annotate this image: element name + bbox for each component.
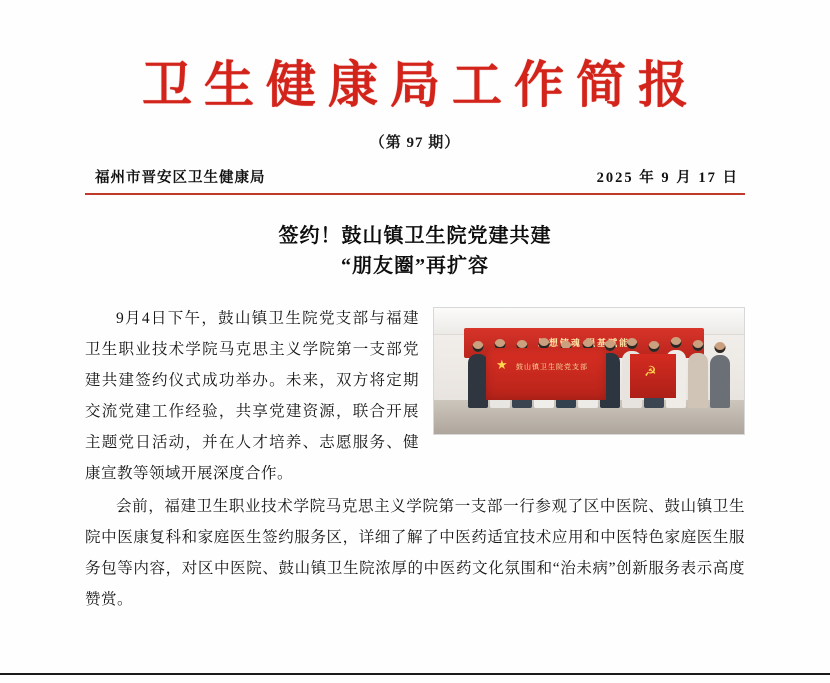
photo-flag-text: 鼓山镇卫生院党支部 xyxy=(516,363,588,371)
photo-person xyxy=(688,353,708,408)
photo-red-flag xyxy=(486,348,606,400)
masthead xyxy=(0,0,830,152)
photo-person-head xyxy=(693,340,704,351)
article-photo xyxy=(433,307,745,435)
article-headline xyxy=(85,221,745,281)
headline-line-1: 签约！鼓山镇卫生院党建共建 xyxy=(278,225,552,247)
photo-banner-text: 思想铸魂 xyxy=(537,338,582,348)
photo-person xyxy=(468,354,488,408)
page-title: 卫生健康局工作简报 xyxy=(142,57,700,113)
photo-person xyxy=(710,355,730,408)
headline-line-2: “朋友圈”再扩容 xyxy=(341,255,489,277)
issue-number: （第 97 期） xyxy=(369,135,461,151)
star-icon: ★ xyxy=(496,357,509,372)
publisher-name: 福州市晋安区卫生健康局 xyxy=(95,170,266,186)
publish-date: 2025 年 9 月 17 日 xyxy=(596,170,739,186)
masthead-divider xyxy=(85,193,745,195)
photo-person-head xyxy=(627,338,638,349)
photo-image xyxy=(434,308,744,434)
photo-person-head xyxy=(605,340,616,351)
article-paragraph: 会前，福建卫生职业技术学院马克思主义学院第一支部一行参观了区中医院、鼓山镇卫生院中医康复科和家庭医生签约服务区，详细了解了中医药适宜技术应用和中医特色家庭医生服务包等内容，对区中医院、鼓山镇卫生院浓厚的中医药文化氛围和“治未病”创新服务表示高度赞赏。 xyxy=(85,498,745,608)
photo-person-head xyxy=(671,337,682,348)
party-emblem-icon: ☭ xyxy=(644,365,658,380)
article-paragraph: 9月4日下午，鼓山镇卫生院党支部与福建卫生职业技术学院马克思主义学院第一支部党建共建签约仪式成功举办。未来，双方将定期交流党建工作经验，共享党建资源，联合开展主题党日活动，并在人才培养、志愿服务、健康宣教等领域开展深度合作。 xyxy=(85,310,419,482)
photo-person-head xyxy=(473,341,484,352)
photo-person-head xyxy=(649,341,660,352)
photo-party-flag xyxy=(630,354,676,398)
photo-person-head xyxy=(715,342,726,353)
footer-divider xyxy=(0,673,830,675)
masthead-meta xyxy=(85,166,745,187)
article-body xyxy=(85,303,745,617)
